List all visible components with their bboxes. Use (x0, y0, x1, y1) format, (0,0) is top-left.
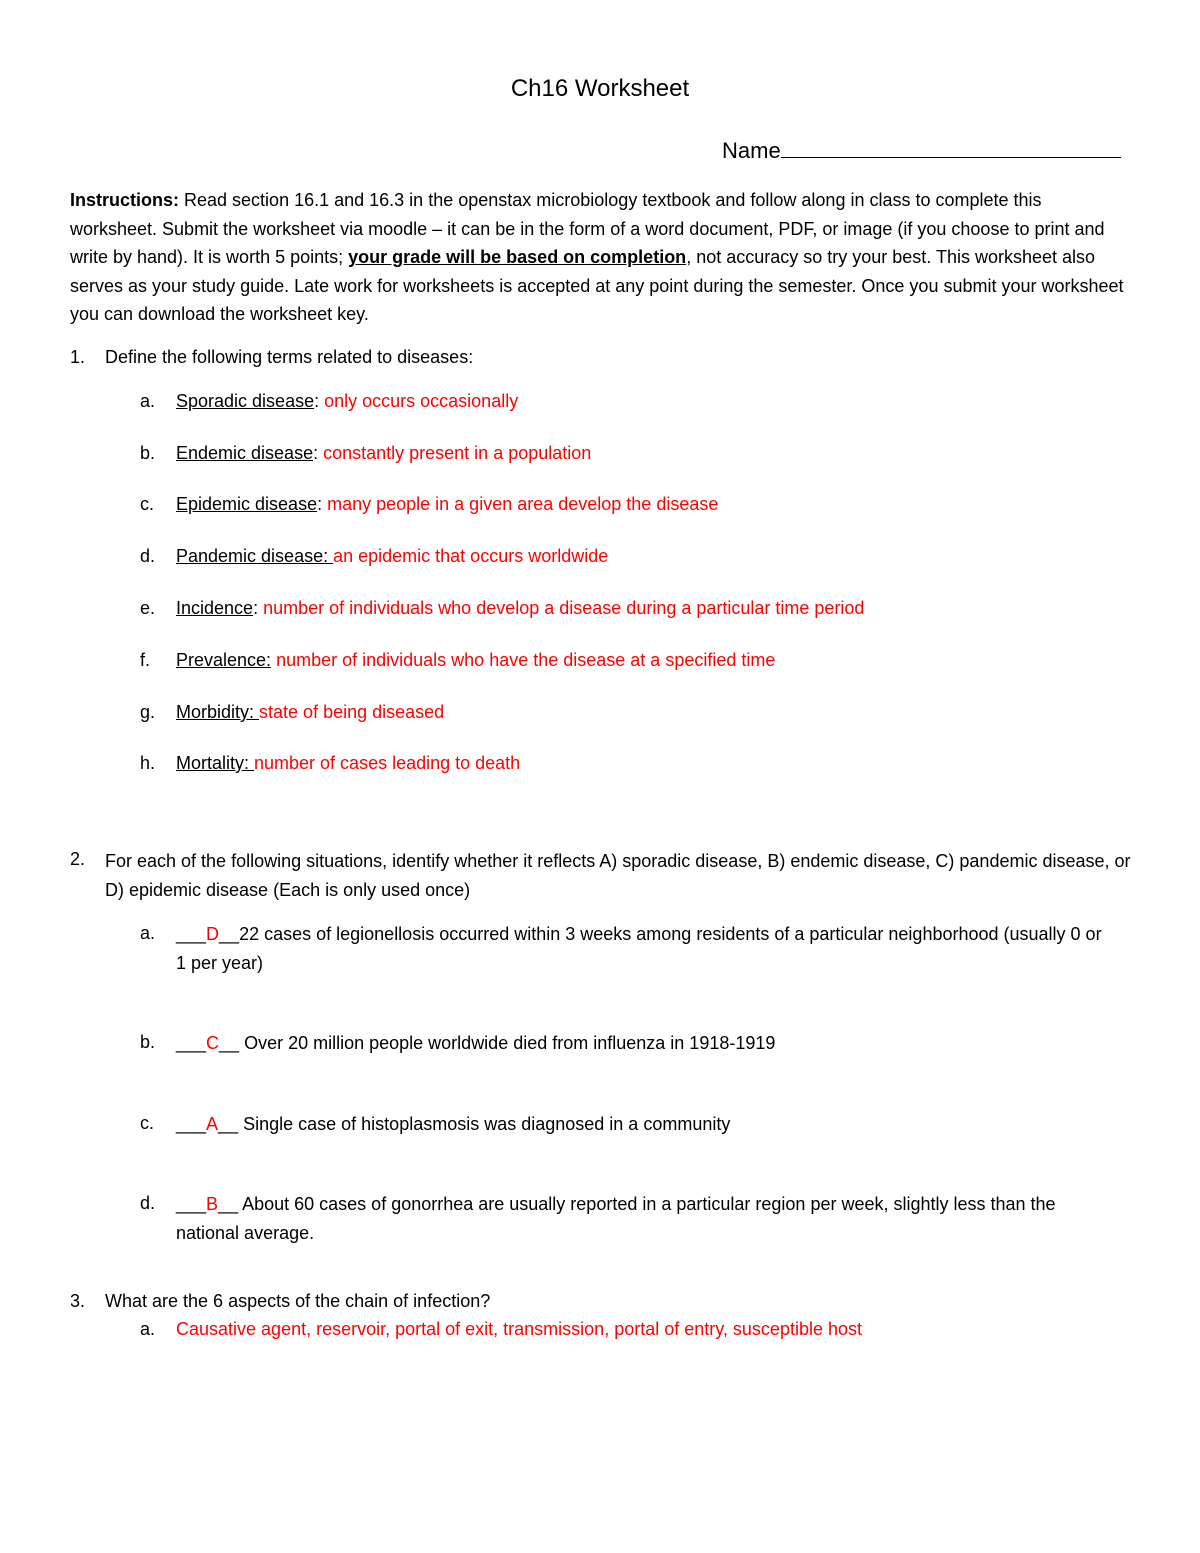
situation-text: About 60 cases of gonorrhea are usually reported in a particular region per week, slightly less than the national average. (176, 1194, 1056, 1243)
answer: only occurs occasionally (324, 391, 519, 411)
situation-text: Single case of histoplasmosis was diagnosed in a community (243, 1114, 731, 1134)
q1-item-content (176, 546, 608, 567)
answer: D (206, 924, 220, 944)
q2-item-content (176, 1190, 1116, 1247)
term-separator: : (314, 391, 325, 411)
answer: an epidemic that occurs worldwide (333, 546, 609, 566)
q1-item-content (176, 494, 718, 515)
q2-item-letter: c. (140, 1113, 155, 1133)
q1-item-letter: e. (140, 598, 156, 618)
name-blank-line (781, 139, 1121, 158)
q2-item-letter: b. (140, 1032, 156, 1052)
q1-item-content (176, 391, 518, 412)
answer: number of individuals who develop a disease during a particular time period (263, 598, 865, 618)
term-separator: : (317, 494, 328, 514)
term-separator: : (253, 598, 264, 618)
q1-item-content (176, 443, 591, 464)
q2-item-letter: d. (140, 1193, 156, 1213)
name-field[interactable] (722, 138, 1121, 164)
q1-item-letter: b. (140, 443, 156, 463)
q2-item-content (176, 1029, 1116, 1058)
q1-item-letter: f. (140, 650, 151, 670)
q2-item-letter: a. (140, 923, 156, 943)
q2-number: 2. (70, 849, 86, 869)
answer: C (206, 1033, 220, 1053)
q1-item-letter: h. (140, 753, 156, 773)
term: Mortality: (176, 753, 255, 773)
instructions-label: Instructions: (70, 190, 180, 210)
situation-text: 22 cases of legionellosis occurred within 3 weeks among residents of a particular neighborhood (usually 0 or 1 per year) (176, 924, 1102, 973)
term: Morbidity: (176, 702, 260, 722)
instructions-emphasis: your grade will be based on completion (348, 247, 687, 267)
answer-blank-pre: ___ (176, 924, 207, 944)
answer: state of being diseased (259, 702, 445, 722)
q3-prompt: What are the 6 aspects of the chain of infection? (105, 1291, 491, 1311)
q1-item-letter: c. (140, 494, 155, 514)
q3-answer: Causative agent, reservoir, portal of exit, transmission, portal of entry, susceptible host (176, 1319, 862, 1339)
answer: many people in a given area develop the disease (327, 494, 719, 514)
q1-prompt: Define the following terms related to diseases: (105, 347, 474, 367)
answer-blank-post: __ (218, 1194, 243, 1214)
answer: constantly present in a population (323, 443, 592, 463)
q1-item-letter: g. (140, 702, 156, 722)
q1-item-content (176, 753, 520, 774)
term: Sporadic disease (176, 391, 315, 411)
answer-blank-pre: ___ (176, 1114, 207, 1134)
term: Prevalence: (176, 650, 272, 670)
q1-number: 1. (70, 347, 86, 367)
instructions (70, 186, 1132, 329)
answer-blank-post: __ (219, 924, 240, 944)
q1-item-letter: a. (140, 391, 156, 411)
answer: B (206, 1194, 219, 1214)
term: Endemic disease (176, 443, 314, 463)
q2-item-content (176, 1110, 1116, 1139)
answer-blank-pre: ___ (176, 1194, 207, 1214)
q1-item-content (176, 598, 864, 619)
q3-number: 3. (70, 1291, 86, 1311)
answer-blank-post: __ (219, 1033, 245, 1053)
term: Incidence (176, 598, 254, 618)
term: Epidemic disease (176, 494, 318, 514)
answer: number of cases leading to death (254, 753, 521, 773)
answer-blank-pre: ___ (176, 1033, 207, 1053)
q1-item-content (176, 702, 444, 723)
answer: number of individuals who have the disease at a specified time (276, 650, 776, 670)
instructions-text-1: Read section 16.1 and 16.3 in the openstax microbiology textbook and follow along in class to complete this worksheet. Submit the worksheet via moodle – it can be in the form of a word document, PDF, or image (if you choose to print and write by hand). It is worth 5 points; (70, 190, 1105, 267)
answer: A (206, 1114, 219, 1134)
answer-blank-post: __ (218, 1114, 244, 1134)
name-label: Name (722, 138, 781, 163)
q3-item-letter: a. (140, 1319, 156, 1339)
q2-prompt: For each of the following situations, identify whether it reflects A) sporadic disease, B) endemic disease, C) pandemic disease, or D) epidemic disease (Each is only used once) (105, 851, 1131, 900)
instructions-text-2: , not accuracy so try your best. This worksheet also serves as your study guide. Late work for worksheets is accepted at any point during the semester. Once you submit your worksheet you can download the worksheet key. (70, 247, 1124, 324)
q1-item-content (176, 650, 775, 671)
page-title: Ch16 Worksheet (510, 75, 690, 102)
term-separator: : (313, 443, 324, 463)
q1-item-letter: d. (140, 546, 156, 566)
q2-item-content (176, 920, 1116, 977)
term: Pandemic disease: (176, 546, 334, 566)
situation-text: Over 20 million people worldwide died from influenza in 1918-1919 (244, 1033, 776, 1053)
